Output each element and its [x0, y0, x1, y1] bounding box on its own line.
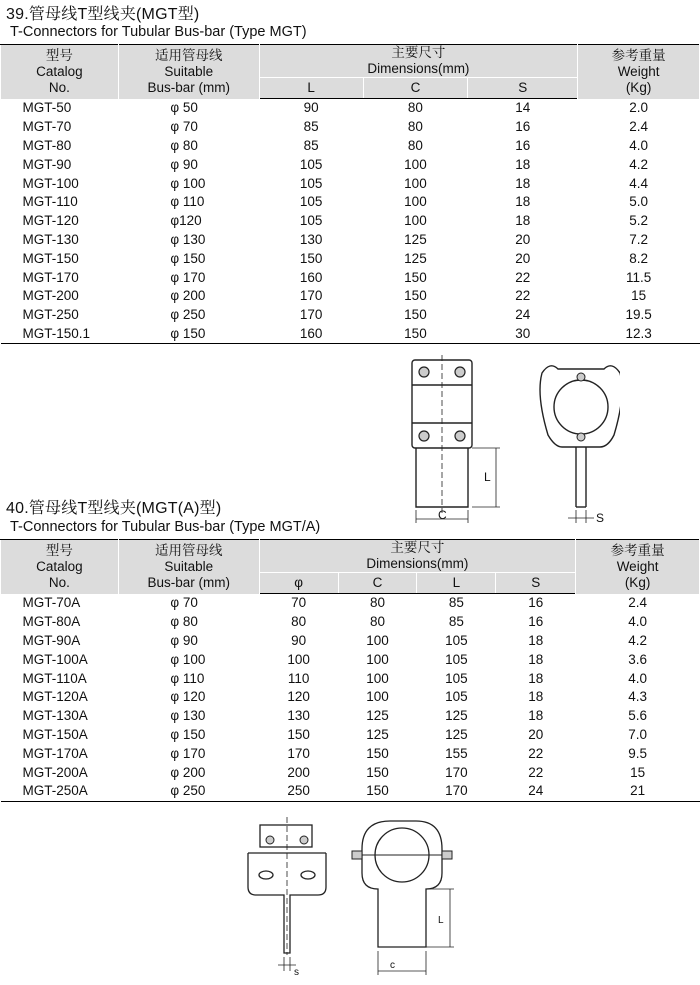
value-cell: 200 — [287, 764, 310, 780]
busbar-cell: φ 150 — [118, 325, 259, 344]
value-cell: 24 — [515, 307, 531, 323]
section-39-title: 39.管母线T型线夹(MGT型) — [6, 6, 200, 23]
mgt-table-row — [1, 249, 700, 268]
header-dimensions-a: 主要尺寸 Dimensions(mm) — [259, 540, 575, 573]
value-cell: 170 — [299, 288, 323, 304]
value-cell: 3.6 — [628, 651, 647, 667]
mgt-a-table-row — [1, 632, 700, 651]
value-cell: 16 — [528, 595, 544, 611]
header-s: S — [468, 78, 578, 99]
value-cell: 100 — [404, 213, 427, 229]
header-busbar: 适用管母线 Suitable Bus-bar (mm) — [118, 45, 259, 99]
busbar-cell: φ120 — [170, 213, 202, 229]
value-cell: 4.0 — [629, 137, 648, 153]
value-cell: 18 — [515, 213, 531, 229]
value-cell: 130 — [299, 231, 323, 247]
busbar-cell: φ 80 — [170, 137, 198, 153]
value-cell: 18 — [515, 156, 531, 172]
value-cell: 105 — [299, 194, 323, 210]
mgt-table-row — [1, 99, 700, 118]
busbar-cell: φ 170 — [170, 745, 206, 761]
mgt-table-row — [1, 325, 700, 344]
value-cell: 85 — [303, 137, 319, 153]
value-cell: 150 — [299, 250, 323, 266]
value-cell: 125 — [404, 250, 427, 266]
mgt-a-table-row — [1, 613, 700, 632]
value-cell: 7.2 — [629, 231, 648, 247]
value-cell: 250 — [259, 782, 338, 801]
value-cell: 18 — [528, 632, 544, 648]
value-cell: 70 — [291, 595, 307, 611]
mgt-table-row — [1, 155, 700, 174]
value-cell: 160 — [299, 269, 323, 285]
value-cell: 110 — [287, 670, 310, 686]
catalog-cell: MGT-130A — [22, 708, 88, 724]
busbar-cell: φ 100 — [170, 175, 206, 191]
value-cell: 4.3 — [628, 689, 647, 705]
value-cell: 5.0 — [629, 194, 648, 210]
value-cell: 150 — [404, 288, 427, 304]
catalog-cell: MGT-110A — [22, 670, 87, 686]
header-dimensions: 主要尺寸 Dimensions(mm) — [259, 45, 577, 78]
busbar-cell: φ 250 — [170, 307, 206, 323]
value-cell: 125 — [445, 708, 468, 724]
value-cell: 150 — [404, 307, 427, 323]
busbar-cell: φ 110 — [170, 194, 205, 210]
value-cell: 105 — [299, 156, 323, 172]
value-cell: 15 — [631, 288, 647, 304]
value-cell: 20 — [515, 231, 531, 247]
value-cell: 150 — [404, 269, 427, 285]
value-cell: 170 — [299, 307, 323, 323]
value-cell: 5.2 — [629, 213, 648, 229]
value-cell: 100 — [366, 689, 389, 705]
catalog-cell: MGT-50 — [22, 100, 72, 116]
mgt-a-table-row — [1, 650, 700, 669]
value-cell: 18 — [528, 651, 544, 667]
busbar-cell: φ 80 — [170, 614, 198, 630]
catalog-cell: MGT-100A — [22, 651, 88, 667]
catalog-cell: MGT-170A — [22, 745, 88, 761]
busbar-cell: φ 70 — [170, 119, 198, 135]
catalog-cell: MGT-200 — [22, 288, 79, 304]
value-cell: 18 — [515, 175, 531, 191]
header-weight-a: 参考重量 Weight (Kg) — [576, 540, 700, 594]
busbar-cell: φ 90 — [170, 156, 198, 172]
value-cell: 80 — [407, 137, 423, 153]
catalog-cell: MGT-90 — [22, 156, 72, 172]
header-catalog-a: 型号 Catalog No. — [1, 540, 119, 594]
value-cell: 2.0 — [629, 100, 648, 116]
catalog-cell: MGT-250A — [1, 782, 119, 801]
busbar-cell: φ 150 — [170, 250, 206, 266]
value-cell: 100 — [366, 670, 389, 686]
value-cell: 9.5 — [628, 745, 647, 761]
busbar-cell: φ 250 — [118, 782, 259, 801]
mgt-table-row — [1, 137, 700, 156]
mgt-table-row — [1, 212, 700, 231]
header-catalog: 型号 Catalog No. — [1, 45, 119, 99]
value-cell: 100 — [287, 651, 310, 667]
value-cell: 150 — [338, 782, 417, 801]
value-cell: 4.2 — [628, 632, 647, 648]
catalog-cell: MGT-150 — [22, 250, 79, 266]
header-c-a: C — [338, 573, 417, 594]
busbar-cell: φ 200 — [170, 764, 206, 780]
value-cell: 80 — [291, 614, 307, 630]
value-cell: 100 — [366, 632, 389, 648]
value-cell: 80 — [369, 595, 385, 611]
mgt-spec-table — [0, 44, 700, 344]
mgt-a-table-row — [1, 707, 700, 726]
section-40-subtitle: T-Connectors for Tubular Bus-bar (Type MGT/A) — [10, 519, 321, 535]
value-cell: 16 — [528, 614, 544, 630]
value-cell: 22 — [528, 745, 544, 761]
value-cell: 90 — [303, 100, 319, 116]
value-cell: 85 — [303, 119, 319, 135]
mgt-table-row — [1, 231, 700, 250]
value-cell: 2.4 — [629, 119, 648, 135]
value-cell: 16 — [515, 119, 531, 135]
value-cell: 2.4 — [628, 595, 647, 611]
mgt-a-table-row — [1, 669, 700, 688]
value-cell: 105 — [299, 213, 323, 229]
value-cell: 150 — [366, 764, 389, 780]
value-cell: 100 — [404, 175, 427, 191]
busbar-cell: φ 150 — [170, 726, 206, 742]
value-cell: 18 — [515, 194, 531, 210]
mgt-table-row — [1, 193, 700, 212]
busbar-cell: φ 200 — [170, 288, 206, 304]
value-cell: 160 — [259, 325, 363, 344]
value-cell: 21 — [576, 782, 700, 801]
busbar-cell: φ 170 — [170, 269, 206, 285]
catalog-cell: MGT-90A — [22, 632, 81, 648]
mgt-a-table-row — [1, 594, 700, 613]
value-cell: 170 — [417, 782, 496, 801]
value-cell: 85 — [448, 595, 464, 611]
mgt-table-row — [1, 118, 700, 137]
mgt-a-connector-drawing — [240, 815, 470, 983]
value-cell: 100 — [404, 194, 427, 210]
value-cell: 4.4 — [629, 175, 648, 191]
value-cell: 11.5 — [625, 269, 652, 285]
catalog-cell: MGT-70 — [22, 119, 72, 135]
mgt-connector-drawing — [400, 355, 620, 530]
header-weight: 参考重量 Weight (Kg) — [578, 45, 700, 99]
value-cell: 80 — [407, 119, 423, 135]
catalog-cell: MGT-100 — [22, 175, 79, 191]
value-cell: 24 — [496, 782, 576, 801]
value-cell: 120 — [287, 689, 310, 705]
busbar-cell: φ 50 — [170, 100, 198, 116]
value-cell: 20 — [528, 726, 544, 742]
value-cell: 125 — [366, 726, 389, 742]
drawing40-label-s: s — [294, 967, 299, 978]
value-cell: 30 — [468, 325, 578, 344]
value-cell: 22 — [515, 269, 531, 285]
drawing40-label-c: c — [390, 960, 395, 971]
value-cell: 20 — [515, 250, 531, 266]
value-cell: 100 — [366, 651, 389, 667]
header-l-a: L — [417, 573, 496, 594]
busbar-cell: φ 110 — [170, 670, 205, 686]
catalog-cell: MGT-70A — [22, 595, 81, 611]
value-cell: 130 — [287, 708, 310, 724]
drawing39-label-c: C — [438, 508, 447, 522]
catalog-cell: MGT-130 — [22, 231, 79, 247]
value-cell: 15 — [630, 764, 646, 780]
value-cell: 170 — [445, 764, 468, 780]
value-cell: 80 — [369, 614, 385, 630]
catalog-cell: MGT-150A — [22, 726, 88, 742]
busbar-cell: φ 100 — [170, 651, 206, 667]
mgt-a-table-row — [1, 744, 700, 763]
value-cell: 125 — [445, 726, 468, 742]
catalog-cell: MGT-120 — [22, 213, 79, 229]
value-cell: 19.5 — [625, 307, 652, 323]
value-cell: 80 — [407, 100, 423, 116]
catalog-cell: MGT-110 — [22, 194, 78, 210]
header-phi-a: φ — [259, 573, 338, 594]
busbar-cell: φ 130 — [170, 231, 206, 247]
value-cell: 22 — [515, 288, 531, 304]
mgt-a-table-row — [1, 726, 700, 745]
value-cell: 7.0 — [628, 726, 647, 742]
mgt-table-row — [1, 268, 700, 287]
drawing39-label-s: S — [596, 511, 605, 525]
value-cell: 5.6 — [628, 708, 647, 724]
value-cell: 150 — [366, 745, 389, 761]
value-cell: 125 — [366, 708, 389, 724]
mgt-table-row — [1, 306, 700, 325]
mgt-table-row — [1, 287, 700, 306]
mgt-a-table-row — [1, 782, 700, 801]
value-cell: 18 — [528, 689, 544, 705]
value-cell: 170 — [287, 745, 310, 761]
section-39-subtitle: T-Connectors for Tubular Bus-bar (Type MGT) — [10, 24, 307, 40]
mgt-a-table-row — [1, 763, 700, 782]
value-cell: 8.2 — [629, 250, 648, 266]
header-s-a: S — [496, 573, 576, 594]
value-cell: 105 — [445, 651, 468, 667]
value-cell: 4.2 — [629, 156, 648, 172]
busbar-cell: φ 90 — [170, 632, 198, 648]
mgt-a-spec-table — [0, 539, 700, 802]
value-cell: 105 — [445, 689, 468, 705]
catalog-cell: MGT-250 — [22, 307, 79, 323]
value-cell: 14 — [515, 100, 531, 116]
section-40-title: 40.管母线T型线夹(MGT(A)型) — [6, 500, 222, 517]
value-cell: 100 — [404, 156, 427, 172]
value-cell: 155 — [445, 745, 468, 761]
drawing40-label-l: L — [438, 915, 444, 926]
value-cell: 125 — [404, 231, 427, 247]
catalog-cell: MGT-80 — [22, 137, 72, 153]
catalog-cell: MGT-80A — [22, 614, 81, 630]
value-cell: 22 — [528, 764, 544, 780]
value-cell: 85 — [448, 614, 464, 630]
mgt-a-table-row — [1, 688, 700, 707]
catalog-cell: MGT-170 — [22, 269, 79, 285]
value-cell: 18 — [528, 670, 544, 686]
drawing39-label-l: L — [484, 470, 491, 484]
mgt-table-row — [1, 174, 700, 193]
value-cell: 90 — [291, 632, 307, 648]
value-cell: 150 — [363, 325, 468, 344]
value-cell: 18 — [528, 708, 544, 724]
busbar-cell: φ 130 — [170, 708, 206, 724]
busbar-cell: φ 70 — [170, 595, 198, 611]
value-cell: 4.0 — [628, 670, 647, 686]
catalog-cell: MGT-120A — [22, 689, 88, 705]
value-cell: 105 — [445, 670, 468, 686]
value-cell: 4.0 — [628, 614, 647, 630]
value-cell: 105 — [445, 632, 468, 648]
value-cell: 150 — [287, 726, 310, 742]
catalog-cell: MGT-150.1 — [1, 325, 119, 344]
value-cell: 12.3 — [578, 325, 700, 344]
busbar-cell: φ 120 — [170, 689, 206, 705]
value-cell: 16 — [515, 137, 531, 153]
value-cell: 105 — [299, 175, 323, 191]
header-c: C — [363, 78, 468, 99]
header-busbar-a: 适用管母线 Suitable Bus-bar (mm) — [118, 540, 259, 594]
header-l: L — [259, 78, 363, 99]
catalog-cell: MGT-200A — [22, 764, 88, 780]
